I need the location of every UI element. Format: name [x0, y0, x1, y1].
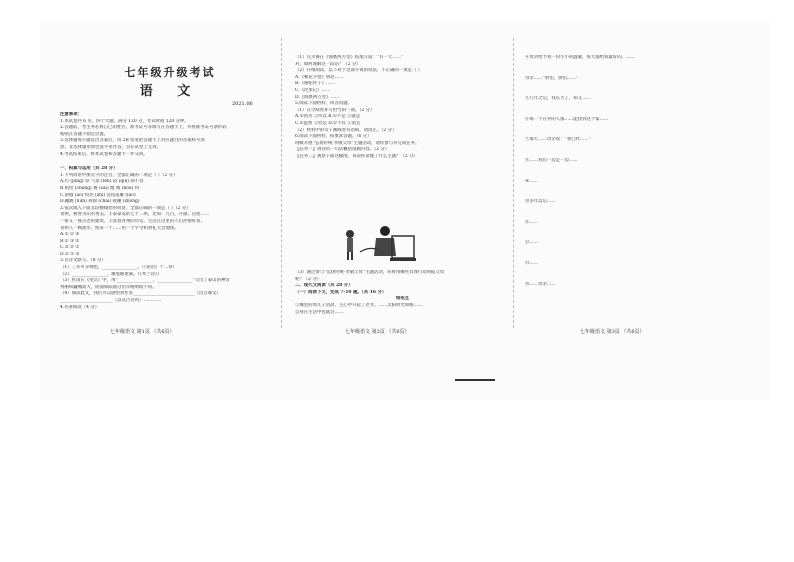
section-heading: 二、现代文阅读（共 28 分） — [295, 283, 353, 289]
notice-line: 粘贴在答题卡指定位置。 — [60, 131, 109, 137]
notice-line: 4.考试结束后，将本试卷和答题卡一并交回。 — [60, 151, 148, 157]
option: B.① ③ ② — [60, 238, 80, 244]
section-heading: 一、积累与运用（共 28 分） — [60, 166, 118, 172]
answer-line: （2）________________，雄兔眼迷离。（《木兰诗》） — [60, 271, 162, 277]
passage-line: 青州，被誉为山水秀美、丰泰泰安的七十二州，比如：九百、开颜、岳屋…… — [60, 212, 210, 218]
notice-title: 注意事项： — [60, 112, 82, 117]
text-line: 6.阅读下面材料，按要求答题。（6 分） — [295, 134, 372, 140]
binding-mark — [455, 379, 495, 381]
notice-line: 2.答题前，考生务必将自己的姓名、准考证号等填写在答题卡上，并将准考证号条形码 — [60, 125, 227, 131]
page-1-content — [60, 112, 270, 311]
answer-line: （3）杜甫在《望岳》中，用“________________，________________”写出了泰山的神奇 — [60, 278, 230, 284]
article-line: ⑨…… — [525, 178, 538, 184]
passage-line: 青州人一顾流水，照来一个……用一个字令和赞礼大会地场。 — [60, 225, 179, 231]
subject-title: 语 文 — [139, 84, 201, 99]
article-line: ⑫…… — [525, 240, 539, 246]
page-divider — [513, 38, 515, 328]
notice-line: 3.选择题每小题选出答案后，用 2B 铅笔把答题卡上对应题目的答案标号涂 — [60, 138, 205, 144]
text-line: C.《昆虫记》…… — [295, 87, 331, 93]
text-line: （2）材料中的句子画线处有语病，请改正。（2 分） — [295, 127, 397, 133]
passage-line: 一排又一座古老的建筑，丰富着青州的历史。生活在这里的人们热情好客， — [60, 218, 205, 224]
text-line: （3）通过参与“弘扬传统·孝敬父母”主题活动，你将用哪些具体行动回报父母 — [295, 270, 445, 275]
option: C.③ ② ① — [60, 245, 80, 251]
article-line: ⑪…… — [525, 219, 539, 225]
exam-title: 七年级升级考试 — [124, 66, 216, 79]
text-line: （1）在空缺处补写恰当的一项。（2 分） — [295, 107, 375, 113]
notice-line: 1.本试卷共 6 页，四个大题，满分 120 分，考试时间 120 分钟。 — [60, 118, 189, 124]
text-line: D.《海底两万里》…… — [295, 94, 340, 100]
question: 1.下列词语中加点字的注音，全都正确的一项是（ ）（2 分） — [60, 172, 178, 178]
answer-line: 秀丽和巍峨高大，阴面和阳面分出早晚明暗不同。 — [60, 284, 157, 290]
text-line: A.①因为 ②所以 B.①不是 ②就是 — [295, 114, 361, 120]
page-2-footer: 七年级语文 第2页 （共6页） — [345, 329, 410, 335]
article-line: ⑬…… — [525, 260, 539, 266]
text-line: B.《骆驼祥子》…… — [295, 81, 335, 87]
text-line: （1）凡尔赛在《海底两万里》结尾写道：“有一天……” — [295, 55, 404, 60]
text-line: 5.阅读下面材料，回答问题。 — [295, 101, 352, 107]
exam-date: 2021.06 — [232, 101, 253, 107]
text-line: 【任务一】请你用一句话概括漫画内容。（2 分） — [295, 147, 390, 153]
family-cartoon-image — [330, 222, 425, 264]
answer-line: （4）阅读此文，我们可以感悟到作者____________________________（出自课文） — [60, 291, 221, 297]
text-line: A.《朝花夕拾》鲁迅…… — [295, 74, 344, 80]
page-1-footer: 七年级语文 第1页 （共6页） — [110, 329, 175, 335]
notice-line: 黑；非选择题用黑色签字笔作答，答在试卷上无效。 — [60, 144, 161, 150]
article-line: ⑦那天……母亲说：“我已经……” — [525, 137, 591, 143]
option: D.蹦跳 (nún) 拆除 (chāi) 接踵 (zhǒng) — [60, 199, 140, 205]
article-line: ⑩多年以后…… — [525, 199, 556, 205]
page-3-footer: 七年级语文 第3页 （共6页） — [580, 329, 645, 335]
option: D.② ① ③ — [60, 251, 80, 257]
article-title: 相依且 — [395, 296, 410, 302]
option: C.骄傲 (ào) 炽热 (zhì) 沉鱼落雁 (luò) — [60, 192, 136, 198]
article-line: ⑤几年之后，我长大了，却又…… — [525, 96, 591, 102]
text-line: 班级开展“弘扬传统·孝敬父母”主题活动，请你参与并完成任务。 — [295, 140, 420, 146]
page-3-content — [525, 55, 740, 288]
article-line: 母亲……“别怕，别怕……” — [525, 75, 578, 81]
question: （一）阅读下文，完成 7-10 题。（共 16 分） — [295, 289, 387, 295]
page-2-content — [295, 55, 510, 161]
page-divider — [281, 38, 283, 328]
question: 3.古诗文默写。（8 分） — [60, 258, 106, 264]
article-line: ⑭……母亲…… — [525, 281, 556, 287]
article-line: ①城里的坝儿子清晨，主心中升起了老爷。……太阳时光如梭…… — [295, 302, 423, 308]
page-2-lower — [295, 270, 510, 316]
text-line: 【任务二】观察下面这幅图，说说你读懂了什么主题？（2 分） — [295, 153, 418, 159]
option: B.赔偿 (cháng) 赛 (sài) 跑 闻 (hòu) 得 — [60, 185, 140, 191]
article-line: 自身在生活中也就这…… — [295, 309, 344, 315]
article-line: ⑧……我们一边走一边…… — [525, 157, 578, 163]
text-line: 对，如何理解这一段话？（2 分） — [295, 61, 361, 67]
text-line: （2）仔细阅读，以下对于这部小说的说法，不正确的一项是（ ） — [295, 68, 423, 74]
question: 2.依次填入下面文段横线处的词语，全都正确的一项是（ ）（2 分） — [60, 205, 191, 211]
article-line: ⑥每一个在外的人都……能找到这个家…… — [525, 116, 609, 122]
answer-line: （1）三军可夺帅也，________________。（《论语》十二章） — [60, 265, 177, 271]
text-line: C.①虽然 ②但是 D.①不仅 ②而且 — [295, 120, 361, 126]
option: A.① ② ③ — [60, 232, 80, 238]
text-line: 呢？（2 分） — [295, 276, 322, 282]
option: A.污 (pīng) 辱 气氛 (fēn) 较 (qiè) 刻不容 — [60, 179, 144, 185]
article-line: ④母亲给予我一份小小的温暖，每天都给我最好的。…… — [525, 55, 635, 60]
question: 4.名著阅读（4 分） — [60, 304, 100, 310]
answer-line: ________________________（以及古诗词）………… — [60, 298, 161, 304]
